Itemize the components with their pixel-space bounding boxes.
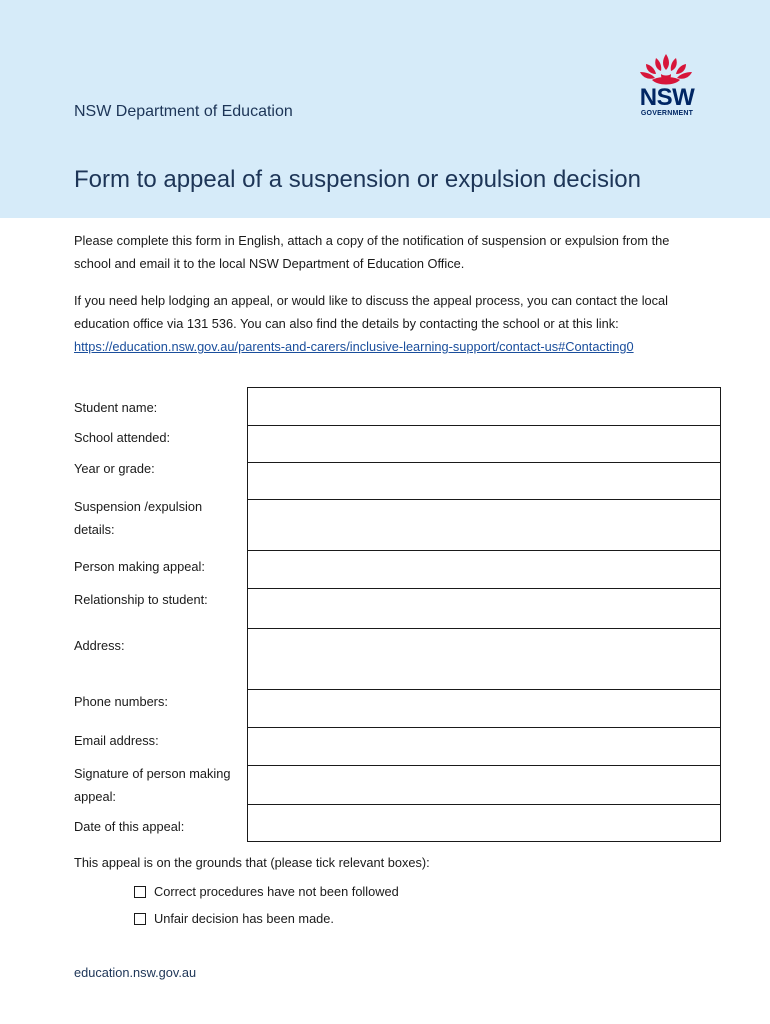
unfair-decision-label: Unfair decision has been made. <box>154 911 334 926</box>
footer-site: education.nsw.gov.au <box>74 965 197 980</box>
procedures-label: Correct procedures have not been followed <box>154 884 399 899</box>
relationship-field[interactable] <box>247 588 721 629</box>
label-signature: Signature of person making appeal: <box>74 766 231 804</box>
student-name-field[interactable] <box>247 387 721 426</box>
intro-paragraph-2-text: If you need help lodging an appeal, or would like to discuss the appeal process, you can contact the local education office via 131 536. You can also find the details by contacting the school or at this link: <box>74 293 669 331</box>
label-email-address: Email address: <box>74 733 159 748</box>
nsw-government-logo <box>628 52 704 124</box>
email-address-field[interactable] <box>247 727 721 766</box>
logo-wordmark: NSW <box>639 84 695 111</box>
label-date-of-appeal: Date of this appeal: <box>74 819 185 834</box>
label-suspension-details: Suspension /expulsion details: <box>74 499 203 537</box>
logo-subtext: GOVERNMENT <box>640 110 694 117</box>
intro-paragraph-2 <box>74 289 694 358</box>
intro-paragraph-1: Please complete this form in English, attach a copy of the notification of suspension or expulsion from the school and email it to the local NSW Department of Education Office. <box>74 233 670 271</box>
grounds-prompt: This appeal is on the grounds that (please tick relevant boxes): <box>74 855 430 870</box>
date-of-appeal-field[interactable] <box>247 804 721 842</box>
page-title: Form to appeal of a suspension or expulsion decision <box>74 166 641 193</box>
unfair-decision-checkbox[interactable] <box>134 913 146 925</box>
department-name: NSW Department of Education <box>74 103 293 120</box>
year-grade-field[interactable] <box>247 462 721 500</box>
label-student-name: Student name: <box>74 400 158 415</box>
person-making-appeal-field[interactable] <box>247 550 721 589</box>
phone-numbers-field[interactable] <box>247 689 721 728</box>
signature-field[interactable] <box>247 765 721 805</box>
contact-link[interactable]: https://education.nsw.gov.au/parents-and-carers/inclusive-learning-support/contact-us#Contacting0 <box>74 339 634 354</box>
suspension-details-field[interactable] <box>247 499 721 551</box>
waratah-icon <box>628 52 704 88</box>
grounds-option-procedures <box>134 883 399 901</box>
label-year-grade: Year or grade: <box>74 461 155 476</box>
grounds-option-unfair <box>134 910 334 928</box>
label-relationship: Relationship to student: <box>74 592 208 607</box>
label-phone-numbers: Phone numbers: <box>74 694 168 709</box>
label-address: Address: <box>74 638 125 653</box>
school-attended-field[interactable] <box>247 425 721 463</box>
label-person-making-appeal: Person making appeal: <box>74 559 205 574</box>
address-field[interactable] <box>247 628 721 690</box>
procedures-checkbox[interactable] <box>134 886 146 898</box>
label-school-attended: School attended: <box>74 430 171 445</box>
